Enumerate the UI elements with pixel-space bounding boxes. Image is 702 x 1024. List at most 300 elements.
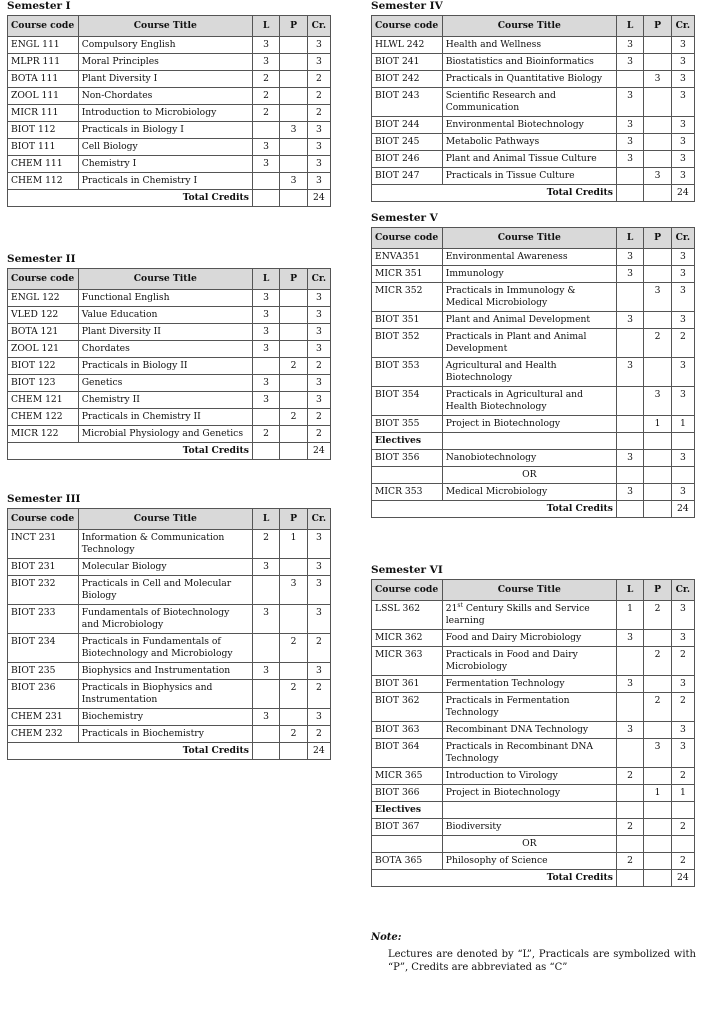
note-heading: Note: bbox=[371, 932, 402, 943]
lecture-hours: 2 bbox=[252, 426, 279, 443]
note-text: Lectures are denoted by “L”, Practicals are symbolized with “P”, Credits are abbreviated as “C” bbox=[388, 949, 696, 973]
course-code: BIOT 231 bbox=[8, 559, 79, 576]
course-title: Practicals in Chemistry I bbox=[78, 173, 252, 190]
course-title: Practicals in Immunology & Medical Microbiology bbox=[442, 283, 616, 312]
or-label: OR bbox=[442, 467, 616, 484]
course-code: INCT 231 bbox=[8, 530, 79, 559]
course-code: CHEM 231 bbox=[8, 709, 79, 726]
course-title: Practicals in Biology I bbox=[78, 122, 252, 139]
lecture-hours: 2 bbox=[252, 88, 279, 105]
course-row bbox=[372, 37, 695, 54]
course-code: BIOT 352 bbox=[372, 329, 443, 358]
lecture-hours bbox=[616, 168, 643, 185]
or-label: OR bbox=[442, 836, 616, 853]
header-credits: Cr. bbox=[671, 16, 694, 37]
course-code: HLWL 242 bbox=[372, 37, 443, 54]
lecture-hours: 3 bbox=[252, 392, 279, 409]
header-course-title: Course Title bbox=[78, 269, 252, 290]
credit-hours: 3 bbox=[307, 341, 330, 358]
semester-title: Semester I bbox=[7, 0, 71, 12]
header-course-code: Course code bbox=[372, 228, 443, 249]
credit-hours: 2 bbox=[307, 680, 330, 709]
right-column bbox=[371, 0, 695, 887]
course-code: ENVA351 bbox=[372, 249, 443, 266]
course-row bbox=[372, 54, 695, 71]
course-code: BIOT 351 bbox=[372, 312, 443, 329]
course-row bbox=[372, 329, 695, 358]
credit-hours: 3 bbox=[671, 37, 694, 54]
lecture-hours: 3 bbox=[616, 266, 643, 283]
course-row bbox=[372, 266, 695, 283]
total-credits-value: 24 bbox=[307, 743, 330, 760]
header-lectures: L bbox=[252, 16, 279, 37]
empty-cell bbox=[644, 467, 671, 484]
course-title: Practicals in Quantitative Biology bbox=[442, 71, 616, 88]
lecture-hours: 3 bbox=[252, 663, 279, 680]
credit-hours: 3 bbox=[671, 722, 694, 739]
course-title: Project in Biotechnology bbox=[442, 416, 616, 433]
credit-hours: 2 bbox=[307, 409, 330, 426]
credit-hours: 3 bbox=[307, 375, 330, 392]
semester-block bbox=[7, 493, 331, 760]
header-course-code: Course code bbox=[8, 509, 79, 530]
course-row bbox=[372, 693, 695, 722]
course-row bbox=[8, 88, 331, 105]
course-row bbox=[8, 71, 331, 88]
lecture-hours: 3 bbox=[252, 375, 279, 392]
course-row bbox=[8, 392, 331, 409]
lecture-hours bbox=[252, 173, 279, 190]
credit-hours: 3 bbox=[671, 601, 694, 630]
course-code: MLPR 111 bbox=[8, 54, 79, 71]
course-row bbox=[372, 853, 695, 870]
credit-hours: 3 bbox=[307, 122, 330, 139]
empty-cell bbox=[372, 836, 443, 853]
lecture-hours: 1 bbox=[616, 601, 643, 630]
credit-hours: 3 bbox=[307, 173, 330, 190]
credit-hours: 3 bbox=[307, 139, 330, 156]
course-row bbox=[372, 71, 695, 88]
course-row bbox=[8, 37, 331, 54]
header-course-code: Course code bbox=[8, 269, 79, 290]
course-row bbox=[372, 168, 695, 185]
course-code: BIOT 363 bbox=[372, 722, 443, 739]
practical-hours bbox=[644, 54, 671, 71]
course-code: BIOT 235 bbox=[8, 663, 79, 680]
practical-hours bbox=[644, 722, 671, 739]
course-title: Health and Wellness bbox=[442, 37, 616, 54]
header-row bbox=[372, 16, 695, 37]
electives-row bbox=[372, 802, 695, 819]
practical-hours bbox=[280, 105, 307, 122]
empty-cell bbox=[616, 185, 643, 202]
course-row bbox=[372, 722, 695, 739]
lecture-hours: 3 bbox=[252, 605, 279, 634]
course-row bbox=[372, 134, 695, 151]
empty-cell bbox=[252, 190, 279, 207]
practical-hours: 2 bbox=[644, 601, 671, 630]
course-code: BIOT 356 bbox=[372, 450, 443, 467]
course-code: BIOT 247 bbox=[372, 168, 443, 185]
total-credits-value: 24 bbox=[671, 501, 694, 518]
practical-hours bbox=[280, 426, 307, 443]
course-code: BIOT 366 bbox=[372, 785, 443, 802]
total-credits-label: Total Credits bbox=[372, 870, 617, 887]
header-row bbox=[372, 228, 695, 249]
credit-hours: 3 bbox=[671, 484, 694, 501]
course-row bbox=[372, 630, 695, 647]
course-code: BIOT 355 bbox=[372, 416, 443, 433]
course-title: Biostatistics and Bioinformatics bbox=[442, 54, 616, 71]
credit-hours: 2 bbox=[307, 358, 330, 375]
credit-hours: 3 bbox=[307, 709, 330, 726]
course-row bbox=[372, 283, 695, 312]
course-code: MICR 351 bbox=[372, 266, 443, 283]
course-code: MICR 353 bbox=[372, 484, 443, 501]
course-title: Practicals in Recombinant DNA Technology bbox=[442, 739, 616, 768]
practical-hours bbox=[280, 341, 307, 358]
course-row bbox=[372, 739, 695, 768]
course-title: Plant and Animal Tissue Culture bbox=[442, 151, 616, 168]
or-row bbox=[372, 467, 695, 484]
credit-hours: 2 bbox=[307, 105, 330, 122]
course-title: Non-Chordates bbox=[78, 88, 252, 105]
empty-cell bbox=[252, 443, 279, 460]
electives-label: Electives bbox=[372, 802, 443, 819]
lecture-hours bbox=[616, 785, 643, 802]
practical-hours bbox=[644, 151, 671, 168]
credit-hours: 3 bbox=[307, 576, 330, 605]
practical-hours: 3 bbox=[280, 173, 307, 190]
header-course-title: Course Title bbox=[442, 228, 616, 249]
lecture-hours: 3 bbox=[616, 676, 643, 693]
empty-cell bbox=[616, 870, 643, 887]
course-title: Practicals in Biophysics and Instrumentation bbox=[78, 680, 252, 709]
total-row bbox=[372, 185, 695, 202]
course-row bbox=[8, 307, 331, 324]
lecture-hours: 2 bbox=[616, 853, 643, 870]
credit-hours: 2 bbox=[671, 768, 694, 785]
course-code: ENGL 122 bbox=[8, 290, 79, 307]
course-title: Cell Biology bbox=[78, 139, 252, 156]
credit-hours: 3 bbox=[671, 151, 694, 168]
course-code: MICR 111 bbox=[8, 105, 79, 122]
course-title: Biodiversity bbox=[442, 819, 616, 836]
practical-hours bbox=[280, 709, 307, 726]
course-row bbox=[8, 122, 331, 139]
total-credits-label: Total Credits bbox=[8, 443, 253, 460]
practical-hours: 2 bbox=[280, 409, 307, 426]
practical-hours: 2 bbox=[280, 634, 307, 663]
course-title: Practicals in Tissue Culture bbox=[442, 168, 616, 185]
course-table bbox=[371, 579, 695, 887]
electives-label: Electives bbox=[372, 433, 443, 450]
practical-hours: 1 bbox=[644, 416, 671, 433]
header-row bbox=[8, 269, 331, 290]
empty-cell bbox=[280, 743, 307, 760]
course-title: Value Education bbox=[78, 307, 252, 324]
header-credits: Cr. bbox=[307, 16, 330, 37]
practical-hours: 2 bbox=[280, 358, 307, 375]
header-row bbox=[372, 580, 695, 601]
total-row bbox=[8, 190, 331, 207]
course-title: Environmental Biotechnology bbox=[442, 117, 616, 134]
total-row bbox=[8, 443, 331, 460]
semester-block bbox=[371, 0, 695, 212]
lecture-hours: 3 bbox=[252, 324, 279, 341]
lecture-hours: 2 bbox=[616, 768, 643, 785]
course-row bbox=[8, 530, 331, 559]
course-table bbox=[371, 15, 695, 202]
lecture-hours bbox=[616, 416, 643, 433]
lecture-hours: 3 bbox=[616, 312, 643, 329]
header-course-code: Course code bbox=[372, 580, 443, 601]
credit-hours: 3 bbox=[307, 37, 330, 54]
header-course-title: Course Title bbox=[78, 509, 252, 530]
course-code: BOTA 365 bbox=[372, 853, 443, 870]
practical-hours bbox=[280, 156, 307, 173]
practical-hours: 3 bbox=[644, 739, 671, 768]
lecture-hours: 3 bbox=[252, 307, 279, 324]
semester-title: Semester IV bbox=[371, 0, 443, 12]
course-title: Genetics bbox=[78, 375, 252, 392]
header-credits: Cr. bbox=[307, 269, 330, 290]
course-row bbox=[8, 156, 331, 173]
course-title: Practicals in Biochemistry bbox=[78, 726, 252, 743]
course-title: Chemistry II bbox=[78, 392, 252, 409]
lecture-hours bbox=[252, 634, 279, 663]
course-row bbox=[372, 416, 695, 433]
practical-hours bbox=[280, 290, 307, 307]
empty-cell bbox=[252, 743, 279, 760]
course-row bbox=[372, 151, 695, 168]
total-credits-value: 24 bbox=[671, 185, 694, 202]
practical-hours bbox=[644, 768, 671, 785]
practical-hours bbox=[644, 630, 671, 647]
course-code: BIOT 122 bbox=[8, 358, 79, 375]
credit-hours: 3 bbox=[671, 134, 694, 151]
credit-hours: 2 bbox=[671, 647, 694, 676]
course-code: BIOT 233 bbox=[8, 605, 79, 634]
course-title: Practicals in Fermentation Technology bbox=[442, 693, 616, 722]
course-code: BIOT 246 bbox=[372, 151, 443, 168]
course-row bbox=[8, 290, 331, 307]
header-credits: Cr. bbox=[671, 580, 694, 601]
course-row bbox=[8, 559, 331, 576]
course-title: Biophysics and Instrumentation bbox=[78, 663, 252, 680]
lecture-hours: 2 bbox=[252, 71, 279, 88]
lecture-hours bbox=[252, 358, 279, 375]
course-row bbox=[372, 785, 695, 802]
course-code: LSSL 362 bbox=[372, 601, 443, 630]
header-lectures: L bbox=[616, 580, 643, 601]
practical-hours bbox=[280, 375, 307, 392]
lecture-hours: 3 bbox=[252, 156, 279, 173]
lecture-hours: 3 bbox=[616, 117, 643, 134]
lecture-hours bbox=[252, 122, 279, 139]
empty-cell bbox=[372, 467, 443, 484]
practical-hours: 3 bbox=[280, 576, 307, 605]
lecture-hours: 3 bbox=[252, 139, 279, 156]
course-title: Microbial Physiology and Genetics bbox=[78, 426, 252, 443]
header-practicals: P bbox=[644, 580, 671, 601]
practical-hours bbox=[280, 605, 307, 634]
course-title: Scientific Research and Communication bbox=[442, 88, 616, 117]
lecture-hours: 3 bbox=[616, 54, 643, 71]
credit-hours: 3 bbox=[671, 676, 694, 693]
lecture-hours bbox=[616, 329, 643, 358]
course-title: Moral Principles bbox=[78, 54, 252, 71]
course-row bbox=[8, 105, 331, 122]
practical-hours: 1 bbox=[644, 785, 671, 802]
practical-hours: 2 bbox=[280, 726, 307, 743]
empty-cell bbox=[616, 836, 643, 853]
course-code: BOTA 121 bbox=[8, 324, 79, 341]
header-practicals: P bbox=[644, 16, 671, 37]
practical-hours bbox=[644, 117, 671, 134]
note-section bbox=[371, 931, 696, 974]
header-lectures: L bbox=[252, 509, 279, 530]
total-credits-label: Total Credits bbox=[8, 190, 253, 207]
course-title: Introduction to Virology bbox=[442, 768, 616, 785]
credit-hours: 3 bbox=[307, 392, 330, 409]
practical-hours: 2 bbox=[280, 680, 307, 709]
empty-cell bbox=[616, 433, 643, 450]
credit-hours: 3 bbox=[307, 290, 330, 307]
lecture-hours bbox=[252, 409, 279, 426]
course-table bbox=[7, 268, 331, 460]
practical-hours bbox=[280, 559, 307, 576]
course-code: BOTA 111 bbox=[8, 71, 79, 88]
total-row bbox=[372, 501, 695, 518]
credit-hours: 3 bbox=[671, 168, 694, 185]
credit-hours: 3 bbox=[307, 307, 330, 324]
total-credits-value: 24 bbox=[307, 190, 330, 207]
credit-hours: 3 bbox=[307, 663, 330, 680]
credit-hours: 3 bbox=[671, 630, 694, 647]
lecture-hours: 2 bbox=[252, 530, 279, 559]
practical-hours bbox=[644, 853, 671, 870]
credit-hours: 3 bbox=[671, 88, 694, 117]
course-row bbox=[8, 324, 331, 341]
lecture-hours bbox=[616, 387, 643, 416]
empty-cell bbox=[671, 467, 694, 484]
practical-hours: 2 bbox=[644, 647, 671, 676]
course-code: BIOT 362 bbox=[372, 693, 443, 722]
course-code: BIOT 245 bbox=[372, 134, 443, 151]
course-title: Food and Dairy Microbiology bbox=[442, 630, 616, 647]
course-title: Molecular Biology bbox=[78, 559, 252, 576]
course-row bbox=[372, 768, 695, 785]
lecture-hours: 2 bbox=[252, 105, 279, 122]
header-practicals: P bbox=[644, 228, 671, 249]
course-code: BIOT 242 bbox=[372, 71, 443, 88]
lecture-hours: 3 bbox=[616, 88, 643, 117]
lecture-hours bbox=[616, 647, 643, 676]
course-code: ZOOL 111 bbox=[8, 88, 79, 105]
lecture-hours: 3 bbox=[616, 151, 643, 168]
course-row bbox=[372, 484, 695, 501]
course-code: BIOT 241 bbox=[372, 54, 443, 71]
semester-block bbox=[371, 212, 695, 564]
credit-hours: 3 bbox=[307, 559, 330, 576]
practical-hours bbox=[644, 358, 671, 387]
total-row bbox=[8, 743, 331, 760]
course-code: BIOT 361 bbox=[372, 676, 443, 693]
course-title: Chemistry I bbox=[78, 156, 252, 173]
credit-hours: 2 bbox=[671, 819, 694, 836]
practical-hours: 3 bbox=[280, 122, 307, 139]
course-title: Medical Microbiology bbox=[442, 484, 616, 501]
lecture-hours: 3 bbox=[252, 37, 279, 54]
practical-hours: 2 bbox=[644, 329, 671, 358]
lecture-hours: 3 bbox=[252, 341, 279, 358]
course-title: Compulsory English bbox=[78, 37, 252, 54]
left-column bbox=[7, 0, 331, 760]
practical-hours bbox=[280, 663, 307, 680]
empty-cell bbox=[644, 870, 671, 887]
course-title: Practicals in Chemistry II bbox=[78, 409, 252, 426]
course-title: Biochemistry bbox=[78, 709, 252, 726]
course-table bbox=[371, 227, 695, 518]
practical-hours bbox=[644, 676, 671, 693]
credit-hours: 2 bbox=[307, 634, 330, 663]
course-code: BIOT 234 bbox=[8, 634, 79, 663]
course-title: Metabolic Pathways bbox=[442, 134, 616, 151]
course-title: Practicals in Fundamentals of Biotechnology and Microbiology bbox=[78, 634, 252, 663]
course-code: BIOT 112 bbox=[8, 122, 79, 139]
practical-hours bbox=[280, 37, 307, 54]
course-code: BIOT 367 bbox=[372, 819, 443, 836]
practical-hours bbox=[280, 71, 307, 88]
credit-hours: 3 bbox=[307, 324, 330, 341]
lecture-hours bbox=[616, 283, 643, 312]
lecture-hours: 2 bbox=[616, 819, 643, 836]
course-code: BIOT 354 bbox=[372, 387, 443, 416]
semester-title: Semester III bbox=[7, 493, 81, 505]
practical-hours: 3 bbox=[644, 283, 671, 312]
course-title: Recombinant DNA Technology bbox=[442, 722, 616, 739]
empty-cell bbox=[644, 802, 671, 819]
header-lectures: L bbox=[616, 16, 643, 37]
practical-hours bbox=[280, 307, 307, 324]
lecture-hours bbox=[616, 71, 643, 88]
lecture-hours: 3 bbox=[252, 54, 279, 71]
empty-cell bbox=[644, 185, 671, 202]
semester-block bbox=[7, 253, 331, 493]
course-row bbox=[372, 601, 695, 630]
credit-hours: 1 bbox=[671, 785, 694, 802]
course-code: CHEM 232 bbox=[8, 726, 79, 743]
course-title: Practicals in Biology II bbox=[78, 358, 252, 375]
course-title: Chordates bbox=[78, 341, 252, 358]
lecture-hours: 3 bbox=[616, 630, 643, 647]
practical-hours bbox=[644, 819, 671, 836]
credit-hours: 2 bbox=[671, 329, 694, 358]
course-row bbox=[372, 387, 695, 416]
course-row bbox=[8, 375, 331, 392]
practical-hours bbox=[644, 266, 671, 283]
empty-cell bbox=[644, 501, 671, 518]
course-row bbox=[8, 709, 331, 726]
course-row bbox=[372, 88, 695, 117]
course-table bbox=[7, 15, 331, 207]
credit-hours: 3 bbox=[307, 156, 330, 173]
course-row bbox=[8, 680, 331, 709]
practical-hours: 3 bbox=[644, 387, 671, 416]
practical-hours: 3 bbox=[644, 168, 671, 185]
empty-cell bbox=[280, 443, 307, 460]
